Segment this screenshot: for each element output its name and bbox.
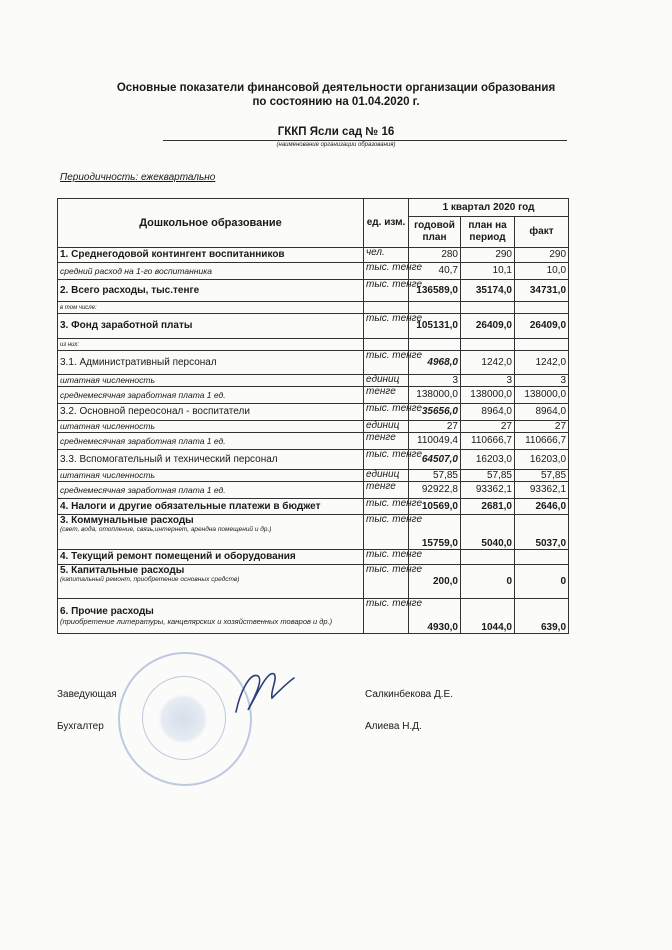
table-row bbox=[58, 433, 569, 450]
row-label: 5. Капитальные расходы bbox=[60, 565, 185, 576]
table-row bbox=[58, 499, 569, 515]
row-plan: 27 bbox=[409, 421, 461, 433]
row-plan: 35656,0 bbox=[409, 404, 461, 421]
row-unit: тыс. тенге bbox=[364, 280, 409, 302]
row-fact: 3 bbox=[515, 375, 569, 387]
row-label: 4. Текущий ремонт помещений и оборудования bbox=[58, 550, 364, 565]
row-label: из них: bbox=[58, 339, 364, 351]
report-title-line1: Основные показатели финансовой деятельности организации образования bbox=[116, 82, 556, 94]
row-label: штатная численность bbox=[58, 470, 364, 482]
table-row bbox=[58, 314, 569, 339]
row-unit: тыс. тенге bbox=[364, 450, 409, 470]
row-period: 10,1 bbox=[461, 263, 515, 280]
row-fact: 26409,0 bbox=[515, 314, 569, 339]
row-period: 93362,1 bbox=[461, 482, 515, 499]
row-period: 110666,7 bbox=[461, 433, 515, 450]
row-fact: 16203,0 bbox=[515, 450, 569, 470]
row-unit: тыс. тенге bbox=[364, 599, 409, 634]
col-quarter-header: 1 квартал 2020 год bbox=[409, 199, 569, 217]
row-period: 5040,0 bbox=[461, 515, 515, 550]
row-fact: 8964,0 bbox=[515, 404, 569, 421]
row-fact: 93362,1 bbox=[515, 482, 569, 499]
col-plan-year-header: годовой план bbox=[409, 217, 461, 248]
row-period: 138000,0 bbox=[461, 387, 515, 404]
row-fact: 2646,0 bbox=[515, 499, 569, 515]
row-plan: 40,7 bbox=[409, 263, 461, 280]
table-row bbox=[58, 450, 569, 470]
row-fact: 57,85 bbox=[515, 470, 569, 482]
col-unit-header: ед. изм. bbox=[364, 199, 409, 248]
row-label: 3.2. Основной переосонал - воспитатели bbox=[58, 404, 364, 421]
row-plan: 280 bbox=[409, 248, 461, 263]
row-plan: 92922,8 bbox=[409, 482, 461, 499]
row-plan: 200,0 bbox=[409, 565, 461, 599]
head-name: Салкинбекова Д.Е. bbox=[365, 689, 453, 700]
row-unit: тыс. тенге bbox=[364, 550, 409, 565]
row-period: 16203,0 bbox=[461, 450, 515, 470]
row-period: 27 bbox=[461, 421, 515, 433]
row-period: 0 bbox=[461, 565, 515, 599]
table-row bbox=[58, 280, 569, 302]
row-unit: тыс. тенге bbox=[364, 515, 409, 550]
table-row bbox=[58, 248, 569, 263]
row-unit: тенге bbox=[364, 387, 409, 404]
row-unit: тыс. тенге bbox=[364, 351, 409, 375]
row-label: среднемесячная заработная плата 1 ед. bbox=[58, 433, 364, 450]
table-row bbox=[58, 302, 569, 314]
table-row bbox=[58, 339, 569, 351]
row-label: 2. Всего расходы, тыс.тенге bbox=[58, 280, 364, 302]
row-label: 3. Коммунальные расходы bbox=[60, 515, 194, 526]
row-unit: единиц bbox=[364, 421, 409, 433]
row-period: 1242,0 bbox=[461, 351, 515, 375]
row-unit: единиц bbox=[364, 375, 409, 387]
organization-name: ГККП Ясли сад № 16 bbox=[277, 126, 395, 138]
row-period: 3 bbox=[461, 375, 515, 387]
row-plan: 10569,0 bbox=[409, 499, 461, 515]
table-row bbox=[58, 482, 569, 499]
head-title: Заведующая bbox=[57, 689, 117, 700]
signature-icon bbox=[228, 662, 298, 722]
row-fact: 0 bbox=[515, 565, 569, 599]
row-unit: тыс. тенге bbox=[364, 404, 409, 421]
row-plan: 4968,0 bbox=[409, 351, 461, 375]
table-row bbox=[58, 421, 569, 433]
organization-caption: (наименование организации образования) bbox=[276, 142, 396, 148]
row-plan: 105131,0 bbox=[409, 314, 461, 339]
seal-emblem-icon bbox=[158, 694, 208, 744]
row-unit: тенге bbox=[364, 482, 409, 499]
accountant-name: Алиева Н.Д. bbox=[365, 721, 422, 732]
table-row bbox=[58, 387, 569, 404]
row-plan: 110049,4 bbox=[409, 433, 461, 450]
row-period: 57,85 bbox=[461, 470, 515, 482]
row-label: штатная численность bbox=[58, 421, 364, 433]
row-unit: тыс. тенге bbox=[364, 499, 409, 515]
row-period: 290 bbox=[461, 248, 515, 263]
table-row bbox=[58, 404, 569, 421]
row-plan: 64507,0 bbox=[409, 450, 461, 470]
row-period: 8964,0 bbox=[461, 404, 515, 421]
row-plan: 138000,0 bbox=[409, 387, 461, 404]
col-section-header: Дошкольное образование bbox=[58, 199, 364, 248]
row-fact: 138000,0 bbox=[515, 387, 569, 404]
row-fact: 110666,7 bbox=[515, 433, 569, 450]
row-fact: 639,0 bbox=[515, 599, 569, 634]
table-row bbox=[58, 550, 569, 565]
table-row bbox=[58, 470, 569, 482]
row-label: 1. Среднегодовой контингент воспитанников bbox=[58, 248, 364, 263]
row-fact: 1242,0 bbox=[515, 351, 569, 375]
row-period: 35174,0 bbox=[461, 280, 515, 302]
row-label: 3.1. Административный персонал bbox=[58, 351, 364, 375]
row-label: в том числе: bbox=[58, 302, 364, 314]
row-unit: тенге bbox=[364, 433, 409, 450]
row-label: штатная численность bbox=[58, 375, 364, 387]
organization-underline bbox=[163, 140, 567, 141]
row-label: 4. Налоги и другие обязательные платежи в бюджет bbox=[58, 499, 364, 515]
periodicity: Периодичность: ежеквартально bbox=[60, 172, 216, 183]
row-unit: единиц bbox=[364, 470, 409, 482]
row-period: 26409,0 bbox=[461, 314, 515, 339]
row-note: (капитальный ремонт, приобретение основных средств) bbox=[60, 576, 240, 583]
financial-table bbox=[57, 198, 569, 634]
row-plan: 4930,0 bbox=[409, 599, 461, 634]
row-unit: тыс. тенге bbox=[364, 263, 409, 280]
col-fact-header: факт bbox=[515, 217, 569, 248]
row-period: 1044,0 bbox=[461, 599, 515, 634]
table-row bbox=[58, 263, 569, 280]
row-label: 3.3. Вспомогательный и технический персонал bbox=[58, 450, 364, 470]
row-label: средний расход на 1-го воспитанника bbox=[58, 263, 364, 280]
row-fact: 290 bbox=[515, 248, 569, 263]
row-note: (свет, вода, отопление, связь,интернет, арендна помещений и др.) bbox=[60, 526, 272, 533]
row-note: (приобретение литературы, канцелярских и хозяйственных товаров и др.) bbox=[60, 616, 333, 626]
row-plan: 136589,0 bbox=[409, 280, 461, 302]
row-plan: 15759,0 bbox=[409, 515, 461, 550]
table-row bbox=[58, 599, 569, 634]
row-label: среднемесячная заработная плата 1 ед. bbox=[58, 387, 364, 404]
row-label: 3. Фонд заработной платы bbox=[58, 314, 364, 339]
col-plan-period-header: план на период bbox=[461, 217, 515, 248]
row-plan: 57,85 bbox=[409, 470, 461, 482]
row-fact: 10,0 bbox=[515, 263, 569, 280]
accountant-title: Бухгалтер bbox=[57, 721, 104, 732]
row-unit: тыс. тенге bbox=[364, 314, 409, 339]
row-period: 2681,0 bbox=[461, 499, 515, 515]
row-fact: 34731,0 bbox=[515, 280, 569, 302]
table-row bbox=[58, 375, 569, 387]
row-unit: тыс. тенге bbox=[364, 565, 409, 599]
table-row bbox=[58, 351, 569, 375]
report-title-line2: по состоянию на 01.04.2020 г. bbox=[252, 96, 420, 108]
row-fact: 5037,0 bbox=[515, 515, 569, 550]
row-plan: 3 bbox=[409, 375, 461, 387]
row-fact: 27 bbox=[515, 421, 569, 433]
row-unit: чел. bbox=[364, 248, 409, 263]
row-label: 6. Прочие расходы bbox=[60, 605, 154, 617]
table-row bbox=[58, 515, 569, 550]
row-label: среднемесячная заработная плата 1 ед. bbox=[58, 482, 364, 499]
table-row bbox=[58, 565, 569, 599]
